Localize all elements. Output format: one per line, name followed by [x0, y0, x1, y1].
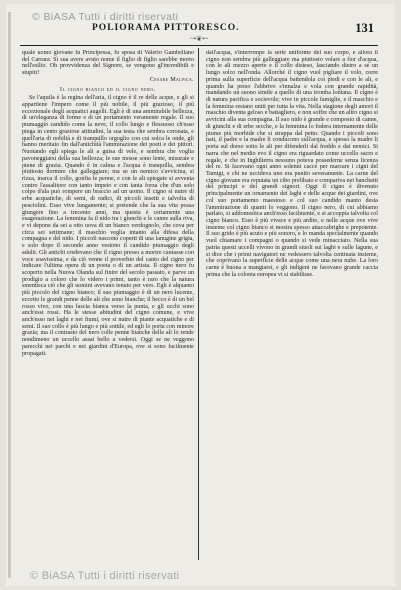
left-paragraph-body: Se l'aquila è la regina dell'aria, il cigno è il re delle acque, e gli si appartiene l'impero come il più nobile, il più grazioso, il più eccezionale degli acquatici augelli. Egli è di una ammirabile bellezza, di un'eleganza di forme e di un portamento veramente regale. Il suo piumaggio candido come la neve, il collo lungo e flessuoso ch'esso piega in cento graziose attitudini, la sua testa che sembra coronata, e quell'aria di nobiltà e di tranquillo orgoglio con cui solca le onde, gli hanno meritato fin dall'antichità l'ammirazione dei poeti e dei pittori. Nuotando egli spiega le ali a guisa di vele, e sembra che voglia pavoneggiarsi della sua bellezza; le sue mosse sono lente, misurate e piene di grazia. Quando è in calma e l'acqua è tranquilla, sembra piuttosto dormire che galleggiare; ma se un nemico s'avvicina, si rizza, inarca il collo, gonfia le penne, e con le ali spiegate si avventa contro l'assalitore con tanto impeto e con tanta forza che d'un solo colpo d'ala può rompere un braccio ad un uomo. Il cigno si nutre di erbe acquatiche, di semi, di radici, di piccoli insetti e talvolta di pesciolini. Esso vive lungamente; si pretende che la sua vita possa giungere fino a trecento anni, ma questa è certamente una esagerazione. La femmina fa il nido tra i giunchi e le canne sulla riva, e vi depone da sei a otto uova di un bianco verdognolo, che cova per circa sei settimane; il maschio veglia intanto alla difesa della compagna e del nido. I piccoli nascono coperti di una lanugine grigia, e solo dopo il secondo anno vestono il candido piumaggio degli adulti. Gli antichi credevano che il cigno presso a morire cantasse con voce soavissima, e da ciò venne il proverbio del canto del cigno per indicare l'ultima opera di un poeta o di un artista. Il cigno nero fu scoperto nella Nuova Olanda sul finire del secolo passato, e parve un prodigio a coloro che lo videro i primi, tanto è raro che la natura smentisca ciò che gli uomini avevano tenuto per vero. Egli è alquanto più piccolo del cigno bianco; il suo piumaggio è di un nero lucente, eccetto le grandi penne delle ali che sono bianche; il becco è di un bel rosso vivo, con una fascia bianca verso la punta, e gli occhi sono anch'essi rossi. Ha le stesse abitudini del cigno comune, e vive anch'esso nei laghi e nei fiumi, ove si nutre di piante acquatiche e di semi. Il suo collo è più lungo e più sottile, ed egli lo porta con minore grazia; ma il contrasto del nero colle penne bianche delle ali lo rende nondimeno un uccello assai bello a vedersi. Oggi se ne veggono parecchi nei parchi e nei giardini d'Europa, ove si sono facilmente propagati.: [22, 95, 194, 357]
article-title: Il cigno bianco ed il cigno nero.: [59, 85, 157, 93]
author-signature: Cesare Malpica.: [149, 76, 194, 83]
running-title: POLIORAMA PITTORESCO.: [92, 23, 240, 33]
left-paragraph-opening: quale uomo giovane fu Principessa, fu sposa di Valerio Gambellano del Carrara. Sì sua avere avuto nome il figlio di figlio sarebbe morto nell'esilio. Oh provvidenza del Signore, se vengono gl'incredibili e stupiti!: [22, 50, 194, 77]
left-column: [22, 50, 194, 554]
page-number: 131: [355, 21, 374, 35]
bottom-watermark: © BiASA Tutti i diritti riservati: [30, 570, 180, 582]
right-column: [206, 50, 378, 554]
header-ornament: ~•❦•~: [190, 35, 209, 43]
top-watermark: © BiASA Tutti i diritti riservati: [32, 11, 179, 23]
column-divider: [198, 48, 199, 560]
page-header: [22, 12, 378, 46]
header-rule: [20, 45, 378, 46]
right-paragraph-body: dall'acqua, s'interrompe la serie uniforme del suo corpo, e allora il cigno non sembra più galleggiare ma piuttosto volare a fior d'acqua, con le ali mezzo aperte e il collo disteso, lasciando dietro a sé un lungo solco nell'onda. Allorché il cigno vuol pigliare il volo, corre prima sulla superficie dell'acqua battendola coi piedi e con le ali, e quando ha preso l'abbrivo s'innalza e vola con grande rapidità, mandando un suono simile a quello di una tromba lontana. Il cigno è di natura pacifica e socievole; vive in piccole famiglie, e il maschio e la femmina restano uniti per tutta la vita. Nella stagione degli amori il maschio diventa geloso e battagliero, e non soffre che un altro cigno si avvicini alla sua compagna. Il suo nido è grande e composto di canne, di giunchi e di erbe secche, e la femmina lo fodera internamente delle piume più morbide che si strappa dal petto. Quando i piccoli sono nati, il padre e la madre li conducono sull'acqua, e spesso la madre li porta sul dorso sotto le ali per difenderli dal freddo e dai nemici. Si narra che nel medio evo il cigno era riguardato come uccello sacro e regale, e che in Inghilterra nessuno poteva possederne senza licenza del re. Si facevano ogni anno solenni cacce per marcare i cigni del Tamigi, e chi ne uccideva uno era punito severamente. La carne del cigno giovane era reputata un cibo prelibato e compariva nei banchetti dei principi e dei grandi signori. Oggi il cigno è divenuto principalmente un ornamento dei laghi e delle acque dei giardini, ove col suo portamento maestoso e col suo candido manto desta l'ammirazione di quanti lo veggono. Il cigno nero, di cui abbiamo parlato, si addomestica anch'esso facilmente, e si accoppia talvolta col cigno bianco. Esso è più vivace e più ardito, e nelle acque ove vive insieme col cigno bianco si mostra spesso attaccabrighe e prepotente. Il suo grido è più acuto e più sonoro, e lo manda specialmente quando vuol chiamare i compagni o quando si vede minacciato. Nella sua patria questi uccelli vivono in grandi stuoli sui laghi e sulle lagune, e si dice che i primi navigatori ne vedessero talvolta centinaia insieme, che coprivano la superficie delle acque come una nera nube. La loro carne è buona a mangiarsi, e gli indigeni ne facevano grande caccia prima che la colonia europea vi si stabilisse.: [206, 50, 378, 278]
binding-edge: [8, 12, 11, 578]
